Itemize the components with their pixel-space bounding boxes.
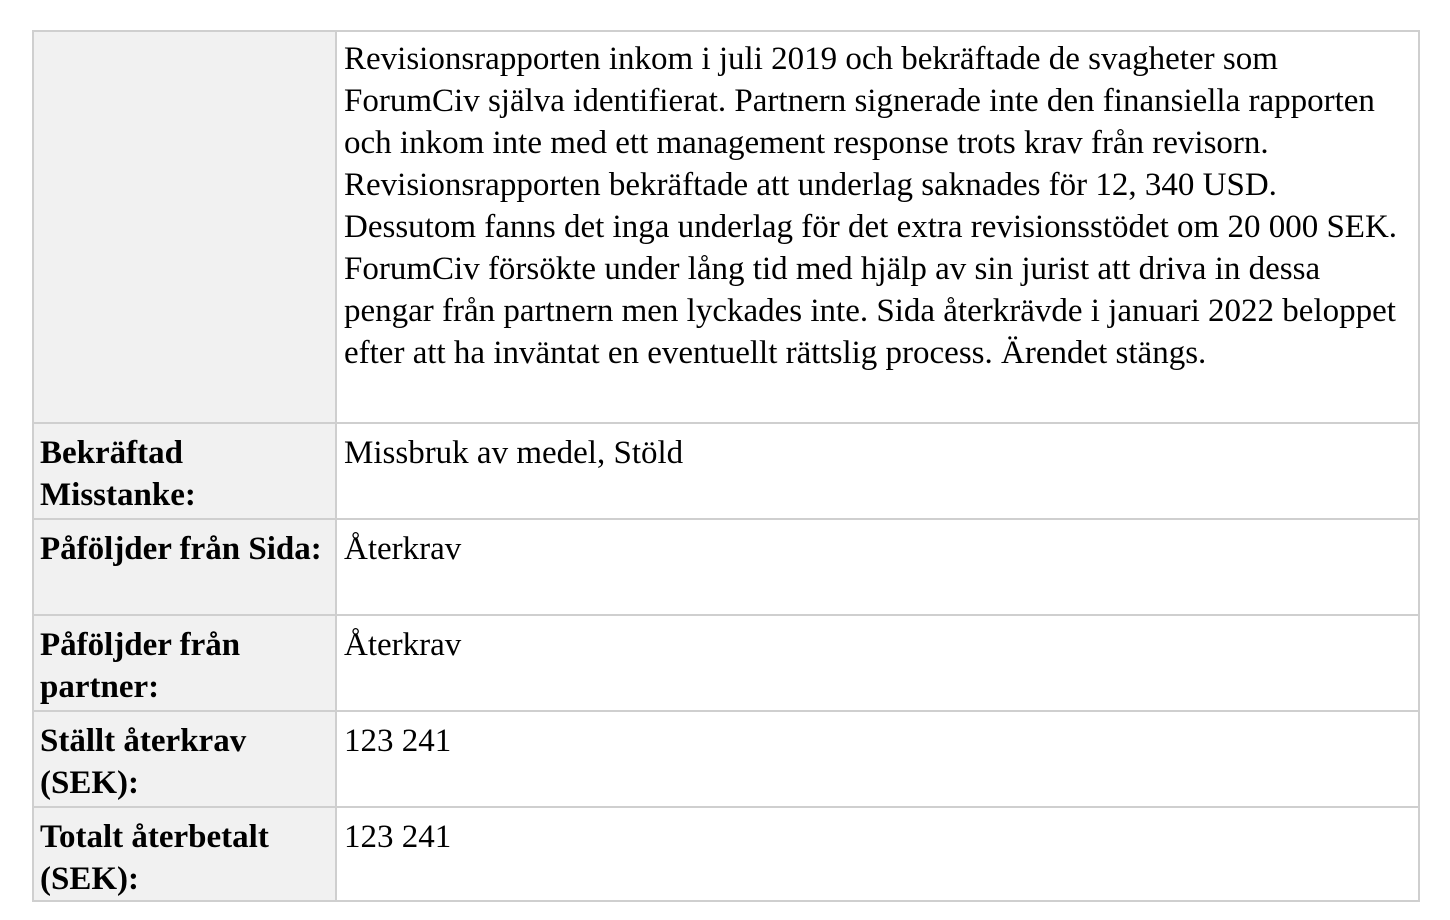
total-repaid-value: 123 241 <box>336 807 1419 901</box>
table-row-confirmed-suspicion <box>33 423 1419 519</box>
total-repaid-label: Totalt återbetalt (SEK): <box>33 807 336 901</box>
table-row-total-repaid <box>33 807 1419 901</box>
partner-sanctions-label: Påföljder från partner: <box>33 615 336 711</box>
description-text: Revisionsrapporten inkom i juli 2019 och bekräftade de svagheter som ForumCiv själva identifierat. Partnern signerade inte den finansiella rapporten och inkom inte med ett management response trots krav från revisorn. Revisionsrapporten bekräftade att underlag saknades för 12, 340 USD. Dessutom fanns det inga underlag för det extra revisionsstödet om 20 000 SEK. ForumCiv försökte under lång tid med hjälp av sin jurist att driva in dessa pengar från partnern men lyckades inte. Sida återkrävde i januari 2022 beloppet efter att ha inväntat en eventuellt rättslig process. Ärendet stängs. <box>336 31 1419 423</box>
partner-sanctions-value: Återkrav <box>336 615 1419 711</box>
table-row-claimed-amount <box>33 711 1419 807</box>
sida-sanctions-label: Påföljder från Sida: <box>33 519 336 615</box>
sida-sanctions-value: Återkrav <box>336 519 1419 615</box>
confirmed-suspicion-label: Bekräftad Misstanke: <box>33 423 336 519</box>
table-row-description <box>33 31 1419 423</box>
table-row-sida-sanctions <box>33 519 1419 615</box>
description-label-cell <box>33 31 336 423</box>
case-summary-table <box>32 30 1420 902</box>
claimed-amount-label: Ställt återkrav (SEK): <box>33 711 336 807</box>
table-row-partner-sanctions <box>33 615 1419 711</box>
claimed-amount-value: 123 241 <box>336 711 1419 807</box>
confirmed-suspicion-value: Missbruk av medel, Stöld <box>336 423 1419 519</box>
